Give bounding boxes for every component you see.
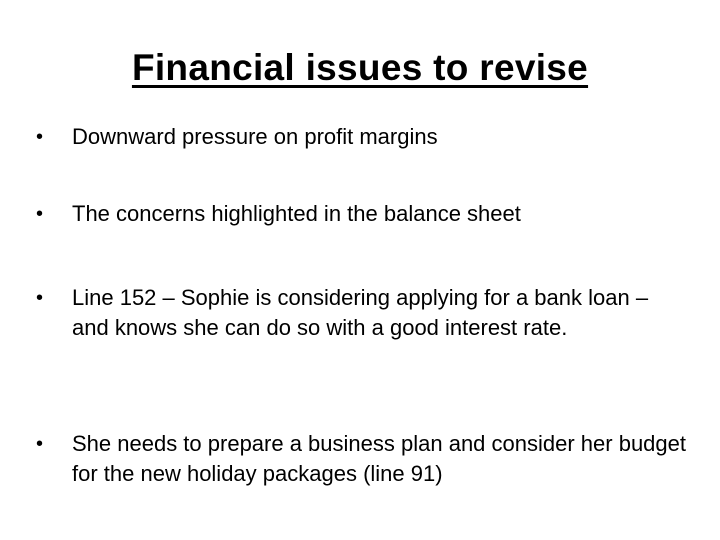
bullet-dot: • <box>36 203 44 225</box>
bullet-item <box>36 283 686 343</box>
bullet-item <box>36 199 686 229</box>
bullet-item <box>36 429 686 489</box>
bullet-dot: • <box>36 126 44 148</box>
bullet-dot: • <box>36 287 44 309</box>
slide-title: Financial issues to revise <box>131 47 589 88</box>
bullet-text: Downward pressure on profit margins <box>72 124 438 149</box>
bullet-dot: • <box>36 433 44 455</box>
bullet-item <box>36 122 686 152</box>
bullet-text: The concerns highlighted in the balance sheet <box>72 201 521 226</box>
bullet-text: She needs to prepare a business plan and consider her budget for the new holiday packages (line 91) <box>72 431 686 486</box>
bullet-text: Line 152 – Sophie is considering applying for a bank loan – and knows she can do so with a good interest rate. <box>72 285 649 340</box>
